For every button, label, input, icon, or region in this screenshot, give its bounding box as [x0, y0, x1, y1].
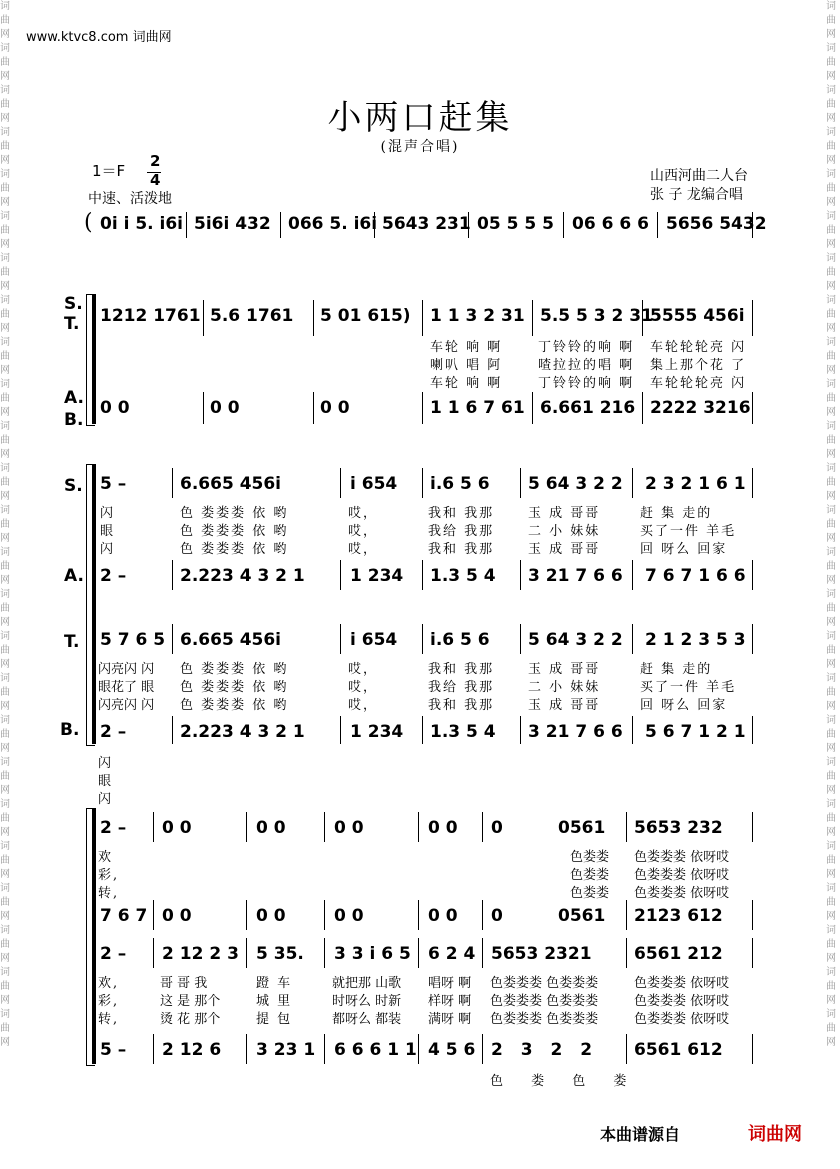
- lyric: 我和 我那: [428, 542, 495, 557]
- lyric: 色娄娄娄 色娄娄娄: [490, 994, 599, 1009]
- footer-brand-link[interactable]: 词曲网: [748, 1124, 802, 1145]
- b-bar: 3 21 7 6 6: [528, 722, 623, 742]
- lyric: 闪: [98, 756, 114, 771]
- lyric: 我给 我那: [428, 680, 495, 695]
- barline: [203, 300, 204, 336]
- lyric: 闪: [100, 506, 116, 521]
- lyric: 欢: [98, 850, 114, 865]
- barline: [642, 300, 643, 336]
- barline: [340, 560, 341, 590]
- barline: [280, 212, 281, 238]
- lyric: 我和 我那: [428, 698, 495, 713]
- lyric: 丁铃铃的响 啊: [538, 340, 635, 355]
- barline: [422, 300, 423, 336]
- t-bar: i.6 5 6: [430, 630, 490, 650]
- a-bar: 7 6 7 1 6 6: [645, 566, 746, 586]
- barline: [520, 624, 521, 654]
- barline: [418, 900, 419, 930]
- a-bar: 2.223 4 3 2 1: [180, 566, 305, 586]
- voice-label-a: A.: [64, 388, 84, 408]
- lyric: 玉 成 哥哥: [528, 698, 601, 713]
- lyric: 色 娄娄娄 依 哟: [180, 542, 289, 557]
- footer-source-label: 本曲谱源自: [600, 1125, 681, 1144]
- barline: [632, 560, 633, 590]
- lyric: 彩,: [98, 994, 120, 1009]
- r4-bar: 6 6 6 1 1: [334, 1040, 417, 1060]
- barline: [422, 624, 423, 654]
- r3-bar: 2 –: [100, 944, 127, 964]
- intro-bar: 066 5. i6i: [288, 214, 378, 234]
- st-bar: 5555 456i: [650, 306, 745, 326]
- b-bar: 2.223 4 3 2 1: [180, 722, 305, 742]
- intro-bar: 0i i 5. i6i: [100, 214, 184, 234]
- lyric: 赶 集 走的: [640, 506, 713, 521]
- lyric: 转,: [98, 1012, 120, 1027]
- barline: [186, 212, 187, 238]
- t-bar: 6.665 456i: [180, 630, 282, 650]
- s-bar: 2 3 2 1 6 1: [645, 474, 746, 494]
- lyric: 车轮轮轮亮 闪: [650, 340, 747, 355]
- lyric: 闪亮闪 闪: [98, 662, 155, 677]
- b-bar: 5 6 7 1 2 1: [645, 722, 746, 742]
- t-bar: 5 7 6 5: [100, 630, 166, 650]
- site-url: www.ktvc8.com 词曲网: [26, 30, 172, 45]
- s-bar: 6.665 456i: [180, 474, 282, 494]
- st-bar: 5.6 1761: [210, 306, 294, 326]
- barline: [563, 212, 564, 238]
- voice-label-b: B.: [60, 720, 80, 740]
- intro-bar: 05 5 5 5: [477, 214, 554, 234]
- lyric: 哥 哥 我: [160, 976, 208, 991]
- lyric: 车轮 响 啊: [430, 376, 503, 391]
- r3-bar: 6 2 4: [428, 944, 476, 964]
- barline: [422, 560, 423, 590]
- ab-bar: 0 0: [210, 398, 240, 418]
- s-bar: i 654: [350, 474, 398, 494]
- ab-bar: 1 1 6 7 61: [430, 398, 525, 418]
- r4-bar: 2 3 2 2: [491, 1040, 593, 1060]
- barline: [752, 392, 753, 424]
- r1-bar: 0 0: [334, 818, 364, 838]
- system-start-barline: [92, 808, 96, 1064]
- r4-bar: 5 –: [100, 1040, 127, 1060]
- r1-bar: 0: [491, 818, 503, 838]
- r3-bar: 5653 2321: [491, 944, 592, 964]
- lyric: 玉 成 哥哥: [528, 662, 601, 677]
- lyric: 色 娄娄娄 依 哟: [180, 698, 289, 713]
- barline: [752, 300, 753, 336]
- barline: [482, 812, 483, 842]
- lyric: 二 小 妹妹: [528, 524, 601, 539]
- time-signature-top: 2: [150, 152, 161, 170]
- barline: [422, 468, 423, 498]
- lyric: 这 是 那个: [160, 994, 221, 1009]
- barline: [482, 938, 483, 968]
- r4-bar: 6561 612: [634, 1040, 723, 1060]
- lyric: 色娄娄娄 色娄娄娄: [490, 976, 599, 991]
- barline: [203, 392, 204, 424]
- intro-bar: 5643 231: [382, 214, 471, 234]
- lyric: 二 小 妹妹: [528, 680, 601, 695]
- song-origin: 山西河曲二人台: [650, 168, 748, 184]
- lyric: 色娄娄娄 依呀哎: [634, 868, 730, 883]
- barline: [532, 392, 533, 424]
- barline: [172, 716, 173, 744]
- lyric: 哎，: [348, 698, 379, 713]
- st-bar: 5.5 5 3 2 31: [540, 306, 653, 326]
- a-bar: 2 –: [100, 566, 127, 586]
- barline: [153, 938, 154, 968]
- barline: [632, 624, 633, 654]
- lyric: 眼: [98, 774, 114, 789]
- barline: [520, 716, 521, 744]
- song-subtitle: (混声合唱): [380, 139, 460, 155]
- r1-bar: 2 –: [100, 818, 127, 838]
- barline: [246, 938, 247, 968]
- song-arranger: 张 子 龙编合唱: [650, 187, 743, 203]
- barline: [626, 938, 627, 968]
- r3-bar: 5 35.: [256, 944, 304, 964]
- r2-bar: 0 0: [256, 906, 286, 926]
- r1-bar: 5653 232: [634, 818, 723, 838]
- s-bar: i.6 5 6: [430, 474, 490, 494]
- barline: [324, 938, 325, 968]
- lyric: 眼花了 眼: [98, 680, 155, 695]
- lyric: 回 呀么 回家: [640, 542, 728, 557]
- lyric: 回 呀么 回家: [640, 698, 728, 713]
- st-bar: 1 1 3 2 31: [430, 306, 525, 326]
- lyric: 喳拉拉的唱 啊: [538, 358, 635, 373]
- st-bar: 1212 1761: [100, 306, 201, 326]
- lyric: 赶 集 走的: [640, 662, 713, 677]
- barline: [340, 716, 341, 744]
- barline: [626, 1034, 627, 1064]
- lyric: 城 里: [256, 994, 293, 1009]
- r2-bar: 0561: [558, 906, 606, 926]
- barline: [246, 812, 247, 842]
- barline: [657, 212, 658, 238]
- r2-bar: 0 0: [162, 906, 192, 926]
- ab-bar: 0 0: [320, 398, 350, 418]
- voice-label-b: B.: [64, 410, 84, 430]
- barline: [632, 716, 633, 744]
- barline: [532, 300, 533, 336]
- lyric: 转,: [98, 886, 120, 901]
- b-bar: 1.3 5 4: [430, 722, 496, 742]
- lyric: 彩,: [98, 868, 120, 883]
- lyric: 唱呀 啊: [428, 976, 472, 991]
- barline: [422, 716, 423, 744]
- lyric: 车轮 响 啊: [430, 340, 503, 355]
- intro-bar: 06 6 6 6: [572, 214, 649, 234]
- r2-bar: 0 0: [334, 906, 364, 926]
- song-title: 小两口赶集: [327, 98, 513, 138]
- barline: [418, 812, 419, 842]
- barline: [752, 1034, 753, 1064]
- lyric: 哎，: [348, 524, 379, 539]
- r2-bar: 0: [491, 906, 503, 926]
- barline: [246, 1034, 247, 1064]
- r4-bar: 4 5 6: [428, 1040, 476, 1060]
- r2-bar: 0 0: [428, 906, 458, 926]
- lyric: 车轮轮轮亮 闪: [650, 376, 747, 391]
- r1-bar: 0 0: [162, 818, 192, 838]
- lyric: 色娄娄娄 色娄娄娄: [490, 1012, 599, 1027]
- intro-bar: 5656 5432: [666, 214, 767, 234]
- lyric: 眼: [100, 524, 116, 539]
- barline: [520, 560, 521, 590]
- intro-open-paren: (: [84, 210, 93, 235]
- barline: [752, 900, 753, 930]
- lyric: 色娄娄: [570, 850, 610, 865]
- right-watermark: 词曲网词曲网词曲网词曲网词曲网词曲网词曲网词曲网词曲网词曲网词曲网词曲网词曲网词曲网词曲网词曲网词曲网词曲网词曲网词曲网词曲网词曲网词曲网词曲网词曲网: [826, 1, 836, 1048]
- r1-bar: 0561: [558, 818, 606, 838]
- lyric: 欢,: [98, 976, 120, 991]
- barline: [752, 716, 753, 744]
- lyric: 哎，: [348, 662, 379, 677]
- voice-label-a: A.: [64, 566, 84, 586]
- barline: [172, 468, 173, 498]
- barline: [153, 812, 154, 842]
- barline: [313, 300, 314, 336]
- barline: [752, 212, 753, 238]
- barline: [418, 1034, 419, 1064]
- lyric: 样呀 啊: [428, 994, 472, 1009]
- lyric: 闪亮闪 闪: [98, 698, 155, 713]
- barline: [626, 812, 627, 842]
- barline: [752, 624, 753, 654]
- barline: [172, 560, 173, 590]
- lyric: 玉 成 哥哥: [528, 542, 601, 557]
- barline: [752, 468, 753, 498]
- barline: [374, 212, 375, 238]
- lyric: 集上那个花 了: [650, 358, 747, 373]
- lyric: 色 娄娄娄 依 哟: [180, 662, 289, 677]
- barline: [340, 468, 341, 498]
- b-bar: 2 –: [100, 722, 127, 742]
- lyric: 色娄娄娄 依呀哎: [634, 850, 730, 865]
- b-bar: 1 234: [350, 722, 404, 742]
- barline: [324, 812, 325, 842]
- barline: [632, 468, 633, 498]
- r2-bar: 7 6 7: [100, 906, 148, 926]
- r4-bar: 2 12 6: [162, 1040, 222, 1060]
- r3-bar: 3 3 i 6 5: [334, 944, 411, 964]
- lyric: 哎，: [348, 542, 379, 557]
- lyric: 提 包: [256, 1012, 293, 1027]
- lyric: 时呀么 时新: [332, 994, 402, 1009]
- barline: [422, 392, 423, 424]
- lyric: 闪: [100, 542, 116, 557]
- lyric: 满呀 啊: [428, 1012, 472, 1027]
- barline: [482, 1034, 483, 1064]
- voice-label-t: T.: [64, 632, 80, 652]
- ab-bar: 6.661 216: [540, 398, 636, 418]
- r2-bar: 2123 612: [634, 906, 723, 926]
- lyric: 色娄娄娄 依呀哎: [634, 976, 730, 991]
- barline: [324, 900, 325, 930]
- lyric: 色娄娄娄 依呀哎: [634, 994, 730, 1009]
- lyric: 闪: [98, 792, 114, 807]
- barline: [482, 900, 483, 930]
- system-start-barline: [92, 464, 96, 744]
- lyric: 蹬 车: [256, 976, 293, 991]
- r3-bar: 2 12 2 3: [162, 944, 239, 964]
- barline: [752, 560, 753, 590]
- barline: [520, 468, 521, 498]
- t-bar: 2 1 2 3 5 3: [645, 630, 746, 650]
- lyric: 色娄娄娄 依呀哎: [634, 1012, 730, 1027]
- ab-bar: 0 0: [100, 398, 130, 418]
- left-watermark: 词曲网词曲网词曲网词曲网词曲网词曲网词曲网词曲网词曲网词曲网词曲网词曲网词曲网词曲网词曲网词曲网词曲网词曲网词曲网词曲网词曲网词曲网词曲网词曲网词曲网: [0, 1, 10, 1048]
- barline: [153, 900, 154, 930]
- r1-bar: 0 0: [428, 818, 458, 838]
- t-bar: i 654: [350, 630, 398, 650]
- lyric: 我给 我那: [428, 524, 495, 539]
- lyric: 就把那 山歌: [332, 976, 402, 991]
- tempo-marking: 中速、活泼地: [88, 191, 172, 207]
- system-start-barline: [92, 294, 96, 424]
- voice-label-t: T.: [64, 314, 80, 334]
- lyric: 色娄娄娄 依呀哎: [634, 886, 730, 901]
- a-bar: 1 234: [350, 566, 404, 586]
- barline: [324, 1034, 325, 1064]
- lyric: 色 娄娄娄 依 哟: [180, 680, 289, 695]
- lyric: 色 娄娄娄 依 哟: [180, 506, 289, 521]
- intro-bar: 5i6i 432: [194, 214, 271, 234]
- lyric: 色 娄娄娄 依 哟: [180, 524, 289, 539]
- barline: [626, 900, 627, 930]
- voice-label-s: S.: [64, 294, 83, 314]
- st-bar: 5 01 615): [320, 306, 411, 326]
- lyric: 买了一件 羊毛: [640, 680, 737, 695]
- voice-label-s: S.: [64, 476, 83, 496]
- s-bar: 5 64 3 2 2: [528, 474, 623, 494]
- barline: [468, 212, 469, 238]
- lyric: 我和 我那: [428, 662, 495, 677]
- lyric: 色娄娄: [570, 886, 610, 901]
- lyric: 哎，: [348, 506, 379, 521]
- barline: [752, 938, 753, 968]
- lyric: 买了一件 羊毛: [640, 524, 737, 539]
- r1-bar: 0 0: [256, 818, 286, 838]
- lyric: 我和 我那: [428, 506, 495, 521]
- lyric: 喇叭 唱 阿: [430, 358, 503, 373]
- barline: [642, 392, 643, 424]
- s-bar: 5 –: [100, 474, 127, 494]
- t-bar: 5 64 3 2 2: [528, 630, 623, 650]
- key-signature: 1＝F: [92, 162, 126, 180]
- lyric: 色 娄 色 娄: [490, 1074, 629, 1089]
- barline: [246, 900, 247, 930]
- lyric: 丁铃铃的响 啊: [538, 376, 635, 391]
- barline: [313, 392, 314, 424]
- barline: [418, 938, 419, 968]
- barline: [153, 1034, 154, 1064]
- barline: [340, 624, 341, 654]
- a-bar: 1.3 5 4: [430, 566, 496, 586]
- barline: [752, 812, 753, 842]
- lyric: 色娄娄: [570, 868, 610, 883]
- r4-bar: 3 23 1: [256, 1040, 316, 1060]
- r3-bar: 6561 212: [634, 944, 723, 964]
- a-bar: 3 21 7 6 6: [528, 566, 623, 586]
- barline: [172, 624, 173, 654]
- lyric: 哎，: [348, 680, 379, 695]
- lyric: 烫 花 那个: [160, 1012, 221, 1027]
- ab-bar: 2222 3216: [650, 398, 751, 418]
- lyric: 都呀么 都装: [332, 1012, 402, 1027]
- lyric: 玉 成 哥哥: [528, 506, 601, 521]
- time-signature-bottom: 4: [150, 171, 161, 189]
